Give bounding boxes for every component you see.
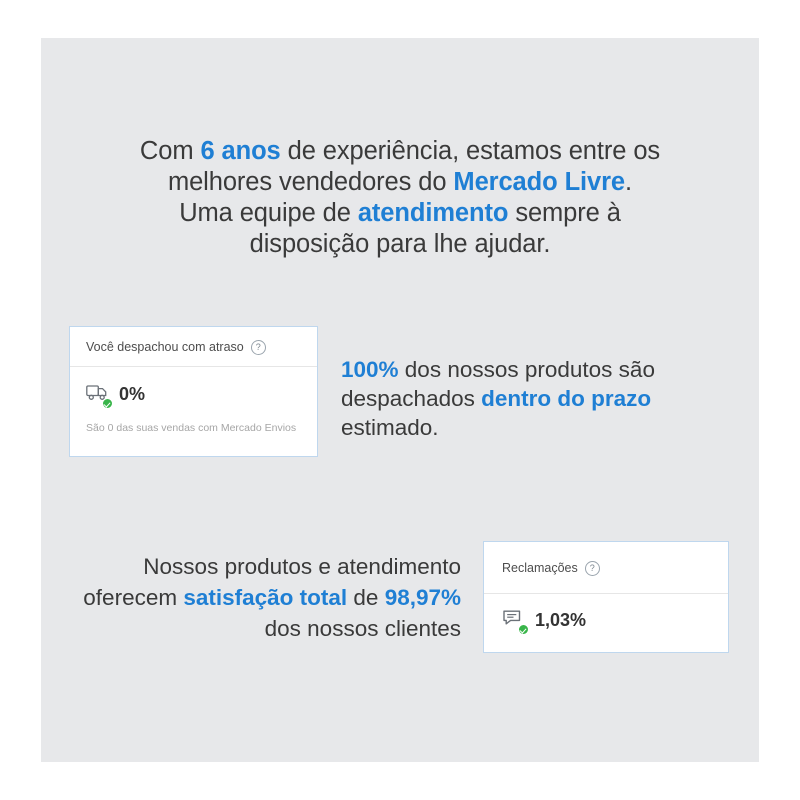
- headline-line-3: Uma equipe de atendimento sempre à: [179, 199, 621, 227]
- headline-line-4: disposição para lhe ajudar.: [249, 230, 551, 258]
- shipping-metric-card: [69, 326, 318, 457]
- shipping-metric-row: [86, 382, 145, 407]
- help-icon[interactable]: ?: [251, 340, 266, 355]
- check-badge-icon: [518, 624, 529, 635]
- infographic-canvas: [41, 38, 759, 762]
- claims-card-title: Reclamações: [502, 560, 578, 575]
- claims-metric-card: [483, 541, 729, 653]
- claims-metric-value: 1,03%: [535, 610, 587, 630]
- satisfaction-paragraph: Nossos produtos e atendimento oferecem satisfação total de 98,97% dos nossos clientes: [83, 554, 461, 641]
- shipping-card-subtext: São 0 das suas vendas com Mercado Envios: [86, 422, 297, 434]
- shipping-paragraph: 100% dos nossos produtos são despachados dentro do prazo estimado.: [341, 357, 655, 440]
- claims-metric-row: [502, 608, 586, 633]
- shipping-card-header: [70, 327, 317, 367]
- shipping-metric-value: 0%: [119, 384, 146, 404]
- claims-card-header: [484, 542, 728, 594]
- shipping-card-title: Você despachou com atraso: [86, 339, 244, 354]
- headline: [41, 136, 759, 260]
- claims-chat-icon: [502, 608, 526, 633]
- help-icon[interactable]: ?: [585, 561, 600, 576]
- headline-line-1: Com 6 anos de experiência, estamos entre os: [139, 137, 661, 165]
- shipping-clock-icon: [86, 382, 110, 407]
- headline-line-2: melhores vendedores do Mercado Livre.: [167, 168, 633, 196]
- check-badge-icon: [102, 398, 113, 409]
